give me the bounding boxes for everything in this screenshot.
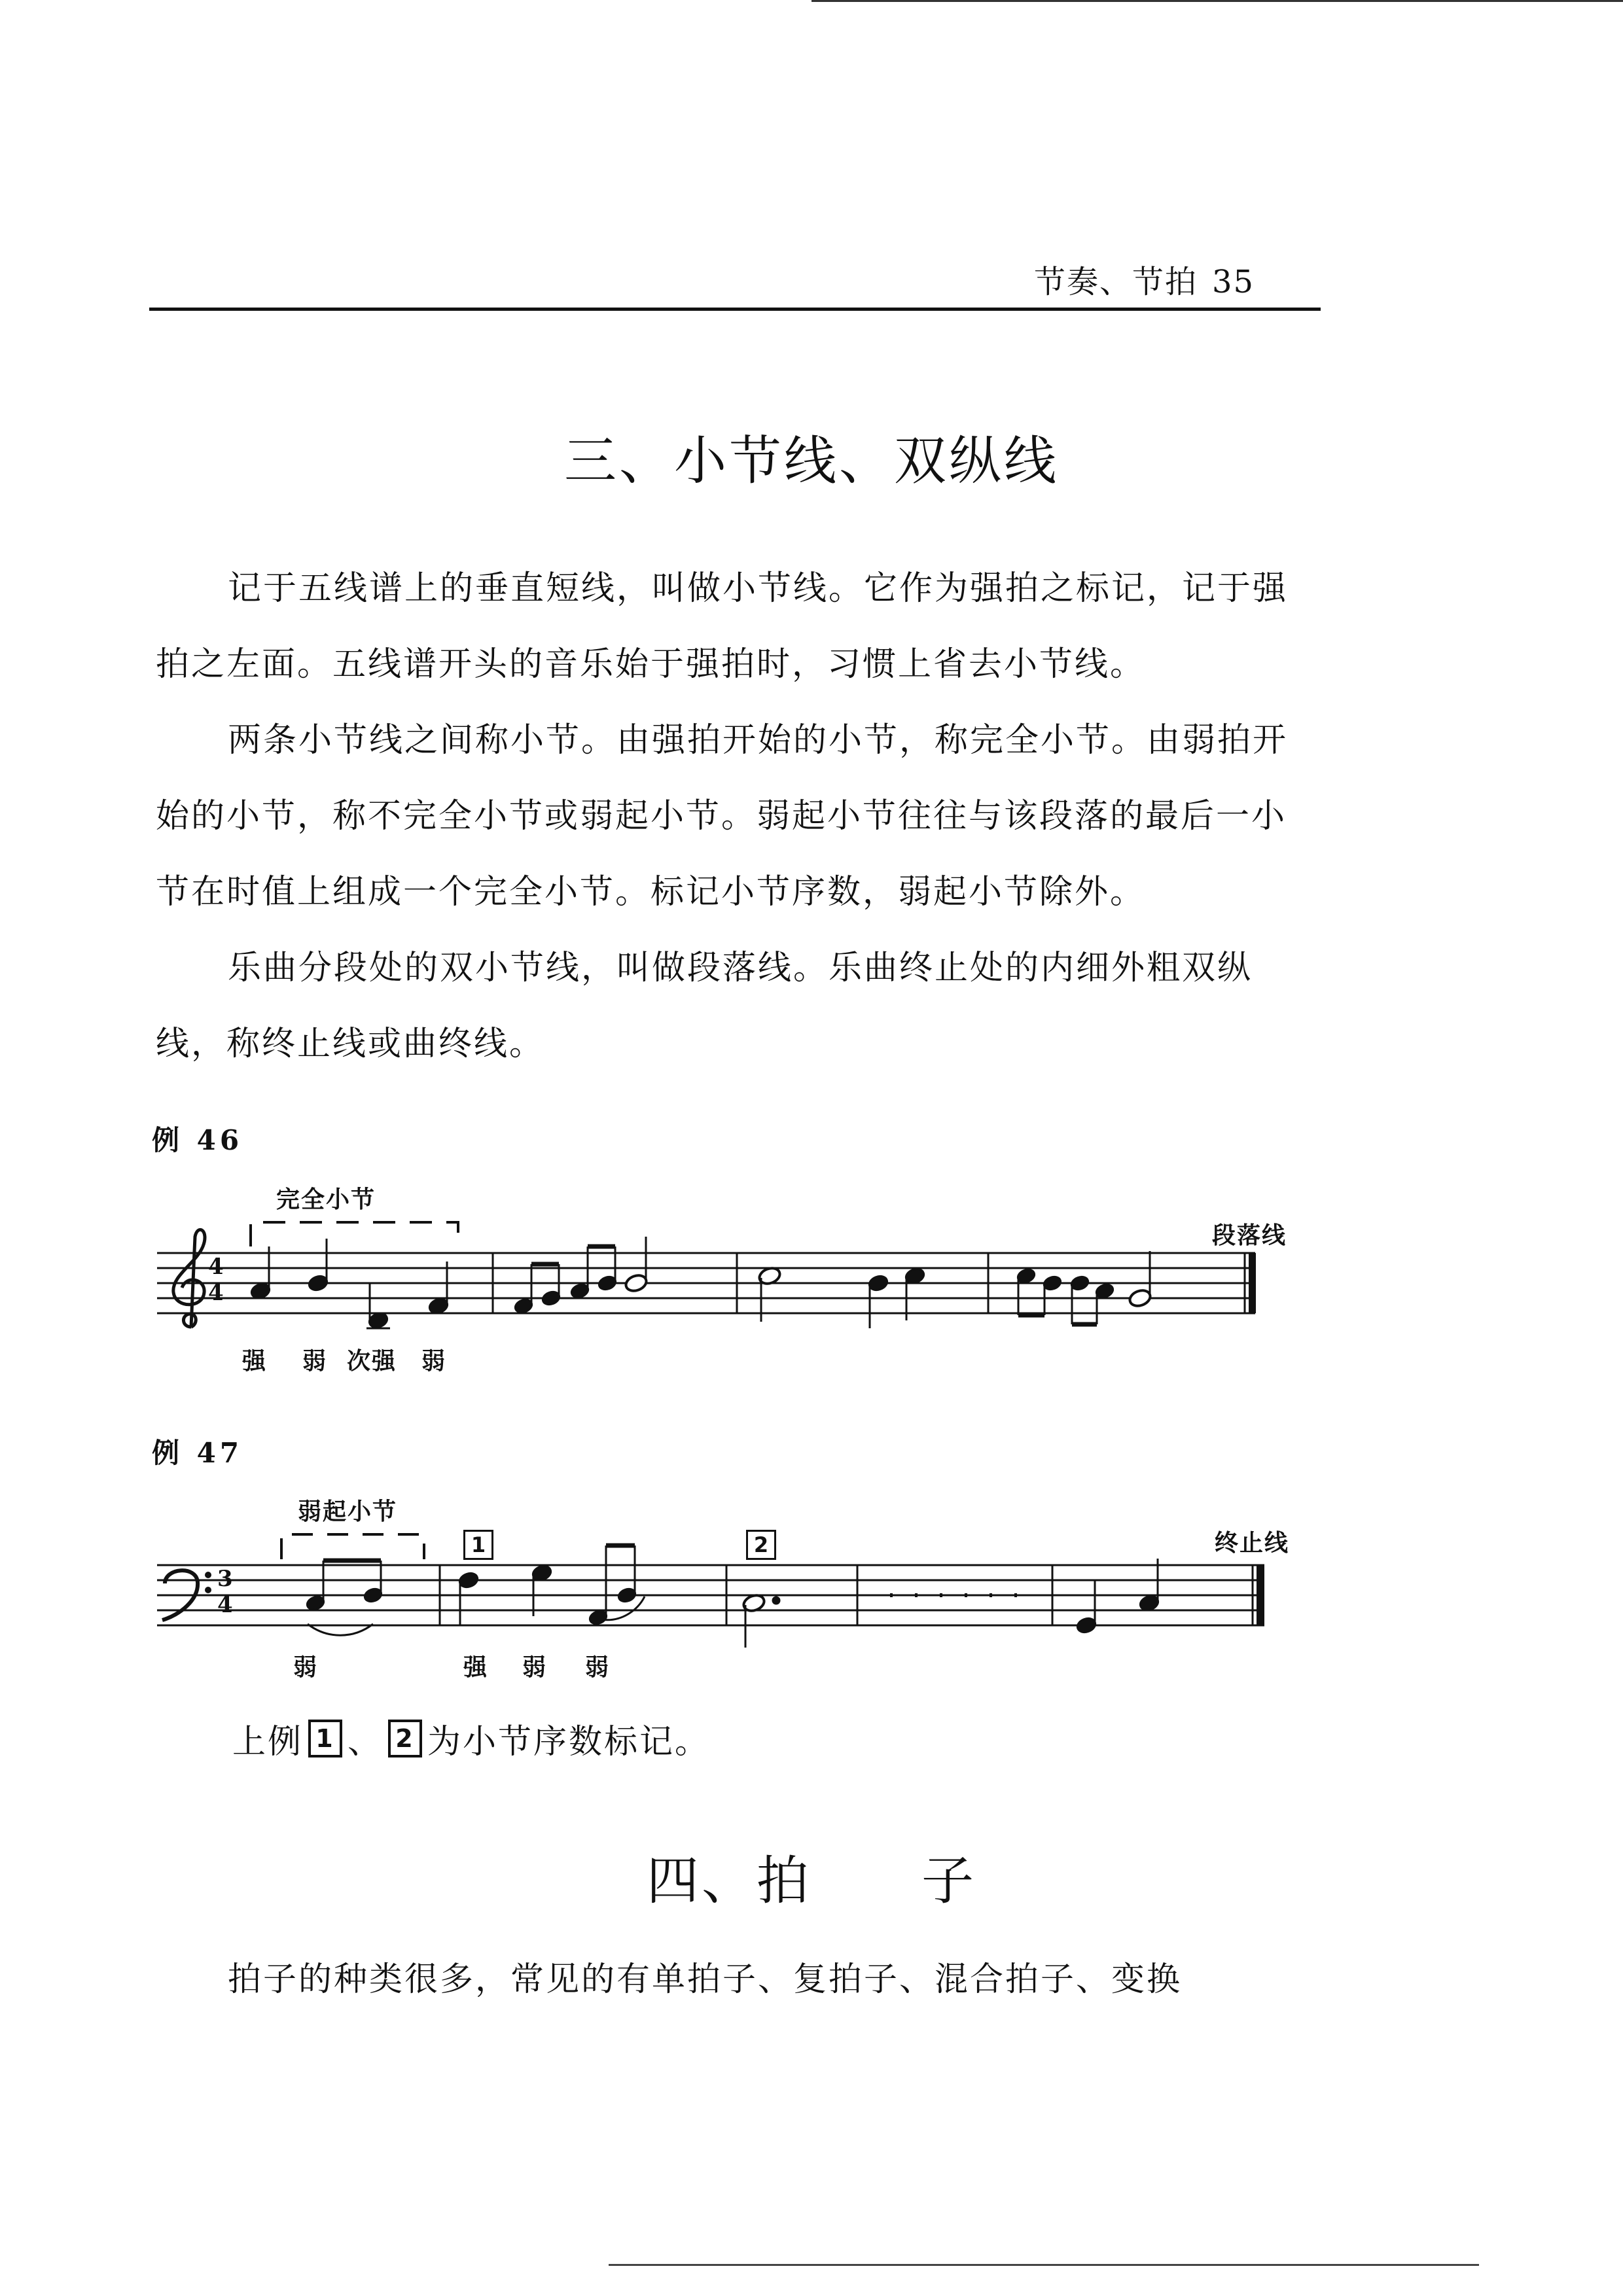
complete-measure-label: 完全小节 [276,1186,376,1213]
svg-text:4: 4 [208,1254,224,1280]
caption-prefix: 上例 [232,1723,304,1761]
section-line-label: 段落线 [1212,1222,1287,1249]
paragraph-barline: 记于五线谱上的垂直短线，叫做小节线。它作为强拍之标记，记于强拍之左面。五线谱开头的音乐始于强拍时，习惯上省去小节线。 [156,569,1289,684]
svg-text:3: 3 [217,1566,233,1592]
section-heading-4: 四、拍 子 [647,1850,976,1911]
caption-box-2: 2 [388,1720,422,1757]
running-head-title: 节奏、节拍 [1034,264,1198,300]
page-number: 35 [1212,264,1255,300]
beat-label-weak: 弱 [293,1653,319,1681]
section-4-body [156,1942,1314,2018]
beat-label-weak: 弱 [522,1653,548,1681]
caption-suffix: 为小节序数标记。 [427,1723,711,1761]
measure-number-caption [232,1714,710,1763]
beat-label-secondary-strong: 次强 [347,1347,397,1375]
paragraph-meter: 拍子的种类很多，常见的有单拍子、复拍子、混合拍子、变换 [228,1960,1183,1999]
beat-label-weak: 弱 [302,1347,328,1375]
svg-text:4: 4 [217,1592,233,1618]
svg-text:4: 4 [208,1280,224,1306]
section-heading-3: 三、小节线、双纵线 [564,431,1059,491]
paragraph-double-bar: 乐曲分段处的双小节线，叫做段落线。乐曲终止处的内细外粗双纵线，称终止线或曲终线。 [156,949,1253,1063]
pickup-measure-label: 弱起小节 [298,1498,398,1525]
example-46-label: 例 46 [152,1124,243,1156]
final-barline-label: 终止线 [1215,1529,1290,1557]
beat-label-weak: 弱 [585,1653,611,1681]
paragraph-measure: 两条小节线之间称小节。由强拍开始的小节，称完全小节。由弱拍开始的小节，称不完全小节或弱起小节。弱起小节往往与该段落的最后一小节在时值上组成一个完全小节。标记小节序数，弱起小节除外。 [156,721,1289,911]
caption-box-1: 1 [308,1720,342,1757]
beat-label-strong: 强 [242,1347,268,1375]
measure-number-1: 1 [463,1530,493,1560]
bottom-edge-rule [609,2264,1479,2266]
caption-separator: 、 [348,1723,383,1761]
measure-number-2: 2 [746,1530,776,1560]
example-47-label: 例 47 [152,1437,243,1469]
beat-label-strong: 强 [463,1653,489,1681]
beat-label-weak: 弱 [421,1347,447,1375]
